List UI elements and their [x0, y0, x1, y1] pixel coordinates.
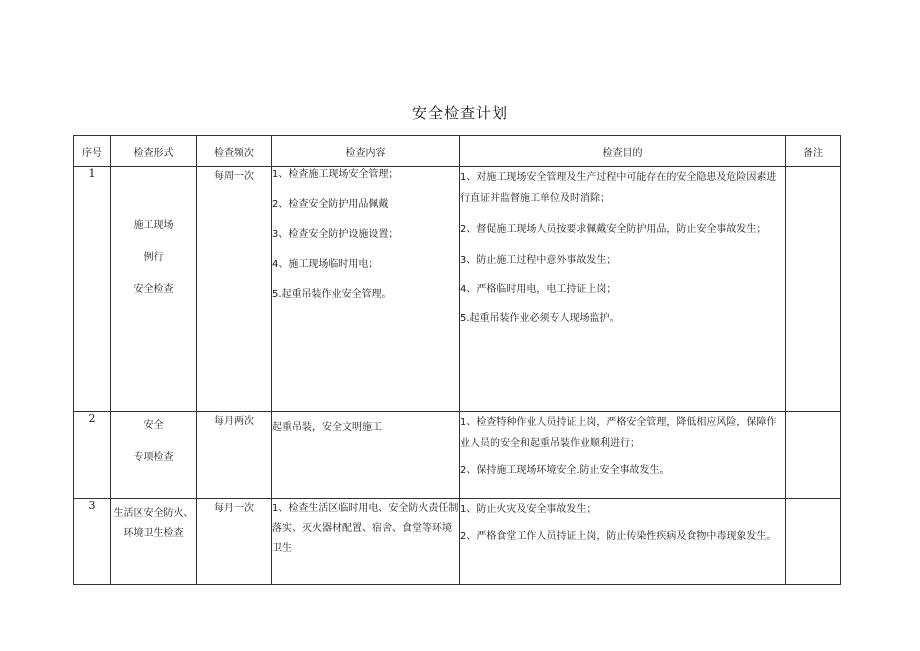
header-form: 检查形式 — [111, 136, 197, 167]
form-line: 例行 — [143, 252, 164, 263]
header-frequency: 检查频次 — [197, 136, 272, 167]
content-item: 4、施工现场临时用电； — [272, 259, 379, 270]
purpose-cell — [460, 499, 786, 585]
purpose-item: 2、保持施工现场环境安全.防止安全事故发生。 — [460, 465, 670, 476]
header-remark: 备注 — [786, 136, 841, 167]
inspection-plan-table — [73, 135, 841, 585]
purpose-cell — [460, 167, 786, 412]
content-item: 1、检查施工现场安全管理； — [272, 169, 399, 180]
frequency-cell: 每周一次 — [197, 167, 272, 412]
table-row — [74, 412, 841, 499]
header-no: 序号 — [74, 136, 111, 167]
content-item: 起重吊装，安全文明施工 — [272, 422, 382, 433]
purpose-item: 5.起重吊装作业必须专人现场监护。 — [460, 313, 620, 324]
table-row — [74, 499, 841, 585]
frequency-cell: 每月一次 — [197, 499, 272, 585]
content-item: 1、检查生活区临时用电、安全防火责任制落实、灭火器材配置、宿舍、食堂等环境卫生 — [272, 503, 459, 554]
row-number: 1 — [74, 167, 111, 412]
remark-cell — [786, 412, 841, 499]
content-item: 5.起重吊装作业安全管理。 — [272, 289, 392, 300]
content-cell — [272, 499, 460, 585]
header-content: 检查内容 — [272, 136, 460, 167]
remark-cell — [786, 499, 841, 585]
row-number: 3 — [74, 499, 111, 585]
content-cell — [272, 412, 460, 499]
purpose-item: 2、严格食堂工作人员持证上岗，防止传染性疾病及食物中毒现象发生。 — [460, 531, 777, 542]
frequency-cell: 每月两次 — [197, 412, 272, 499]
header-purpose: 检查目的 — [460, 136, 786, 167]
purpose-item: 3、防止施工过程中意外事故发生； — [460, 255, 617, 266]
purpose-item: 2、督促施工现场人员按要求佩戴安全防护用品，防止安全事故发生； — [460, 224, 767, 235]
content-item: 2、检查安全防护用品佩戴 — [272, 199, 389, 210]
form-line: 生活区安全防火、环境卫生检查 — [113, 508, 194, 539]
purpose-item: 1、对施工现场安全管理及生产过程中可能存在的安全隐患及危险因素进行直证并监督施工单位及时消除； — [460, 172, 777, 204]
content-cell — [272, 167, 460, 412]
form-line: 专项检查 — [133, 452, 174, 463]
purpose-item: 1、防止火灾及安全事故发生； — [460, 504, 597, 515]
page-title: 安全检查计划 — [411, 104, 508, 122]
inspection-form-cell — [111, 167, 197, 412]
inspection-form-cell — [111, 412, 197, 499]
purpose-item: 4、严格临时用电，电工持证上岗； — [460, 284, 617, 295]
table-header-row — [74, 136, 841, 167]
inspection-form-cell — [111, 499, 197, 585]
form-line: 施工现场 — [133, 220, 174, 231]
content-item: 3、检查安全防护设施设置； — [272, 229, 399, 240]
form-line: 安全 — [143, 420, 164, 431]
table-row — [74, 167, 841, 412]
purpose-cell — [460, 412, 786, 499]
row-number: 2 — [74, 412, 111, 499]
purpose-item: 1、检查特种作业人员持证上岗，严格安全管理，降低相应风险，保障作业人员的安全和起重吊装作业顺利进行； — [460, 417, 777, 449]
remark-cell — [786, 167, 841, 412]
form-line: 安全检查 — [133, 284, 174, 295]
